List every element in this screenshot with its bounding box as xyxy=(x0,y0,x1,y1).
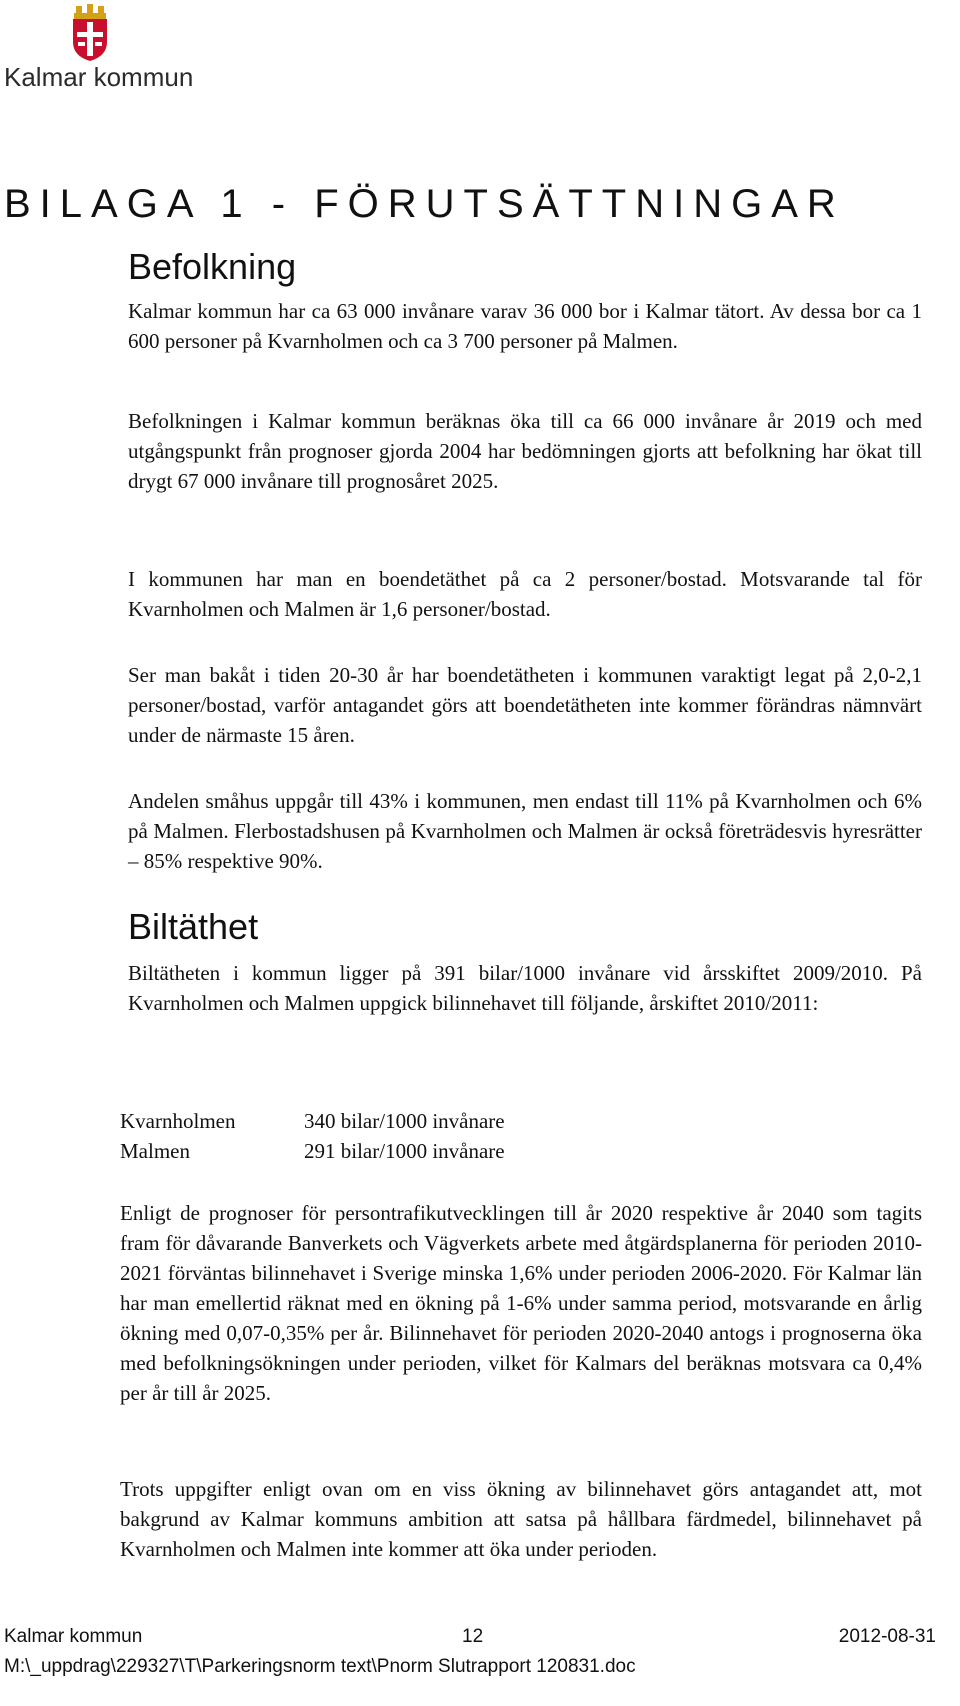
car-density-value: 291 bilar/1000 invånare xyxy=(304,1139,505,1163)
document-title: BILAGA 1 - FÖRUTSÄTTNINGAR xyxy=(4,182,845,226)
footer-organization: Kalmar kommun xyxy=(4,1626,143,1647)
list-item xyxy=(120,1106,505,1136)
section-heading-befolkning: Befolkning xyxy=(128,246,297,287)
area-name: Kvarnholmen xyxy=(120,1109,236,1133)
area-name: Malmen xyxy=(120,1139,190,1163)
paragraph: Ser man bakåt i tiden 20-30 år har boendetätheten i kommunen varaktigt legat på 2,0-2,1 personer/bostad, varför antagandet görs att boendetätheten inte kommer förändras nämnvärt under de närmaste 15 åren. xyxy=(128,663,922,747)
footer-date: 2012-08-31 xyxy=(838,1626,936,1647)
car-ownership-list xyxy=(120,1106,505,1166)
section-heading-biltathet: Biltäthet xyxy=(128,906,259,947)
paragraph: Kalmar kommun har ca 63 000 invånare varav 36 000 bor i Kalmar tätort. Av dessa bor ca 1 600 personer på Kvarnholmen och ca 3 700 personer på Malmen. xyxy=(128,299,922,353)
file-path: M:\_uppdrag\229327\T\Parkeringsnorm text\Pnorm Slutrapport 120831.doc xyxy=(4,1656,636,1677)
paragraph: I kommunen har man en boendetäthet på ca 2 personer/bostad. Motsvarande tal för Kvarnholmen och Malmen är 1,6 personer/bostad. xyxy=(128,567,922,621)
page-number: 12 xyxy=(462,1626,484,1647)
car-density-value: 340 bilar/1000 invånare xyxy=(304,1109,505,1133)
paragraph: Andelen småhus uppgår till 43% i kommunen, men endast till 11% på Kvarnholmen och 6% på Malmen. Flerbostadshusen på Kvarnholmen och Malmen är också företrädesvis hyresrätter – 85% respektive 90%. xyxy=(128,789,922,873)
list-item xyxy=(120,1136,505,1166)
kalmar-kommun-logo xyxy=(0,0,200,100)
paragraph: Trots uppgifter enligt ovan om en viss ökning av bilinnehavet görs antagandet att, mot bakgrund av Kalmar kommuns ambition att satsa på hållbara färdmedel, bilinnehavet på Kvarnholmen och Malmen inte kommer att öka under perioden. xyxy=(120,1477,922,1561)
brand-name: Kalmar kommun xyxy=(4,62,194,92)
kalmar-coat-of-arms-icon xyxy=(70,4,110,62)
paragraph: Biltätheten i kommun ligger på 391 bilar/1000 invånare vid årsskiftet 2009/2010. På Kvarnholmen och Malmen uppgick bilinnehavet till följande, årskiftet 2010/2011: xyxy=(128,961,922,1015)
paragraph: Befolkningen i Kalmar kommun beräknas öka till ca 66 000 invånare år 2019 och med utgångspunkt från prognoser gjorda 2004 har bedömningen gjorts att befolkning har ökat till drygt 67 000 invånare till prognosåret 2025. xyxy=(128,409,922,493)
page-footer xyxy=(0,1626,936,1677)
paragraph: Enligt de prognoser för persontrafikutvecklingen till år 2020 respektive år 2040 som tagits fram för dåvarande Banverkets och Vägverkets arbete med åtgärdsplanerna för perioden 2010-2021 förväntas bilinnehavet i Sverige minska 1,6% under perioden 2006-2020. För Kalmar län har man emellertid räknat med en ökning på 1-6% under samma period, motsvarande en årlig ökning med 0,07-0,35% per år. Bilinnehavet för perioden 2020-2040 antogs i prognoserna öka med befolkningsökningen under perioden, vilket för Kalmars del beräknas motsvara ca 0,4% per år till år 2025. xyxy=(120,1201,922,1405)
